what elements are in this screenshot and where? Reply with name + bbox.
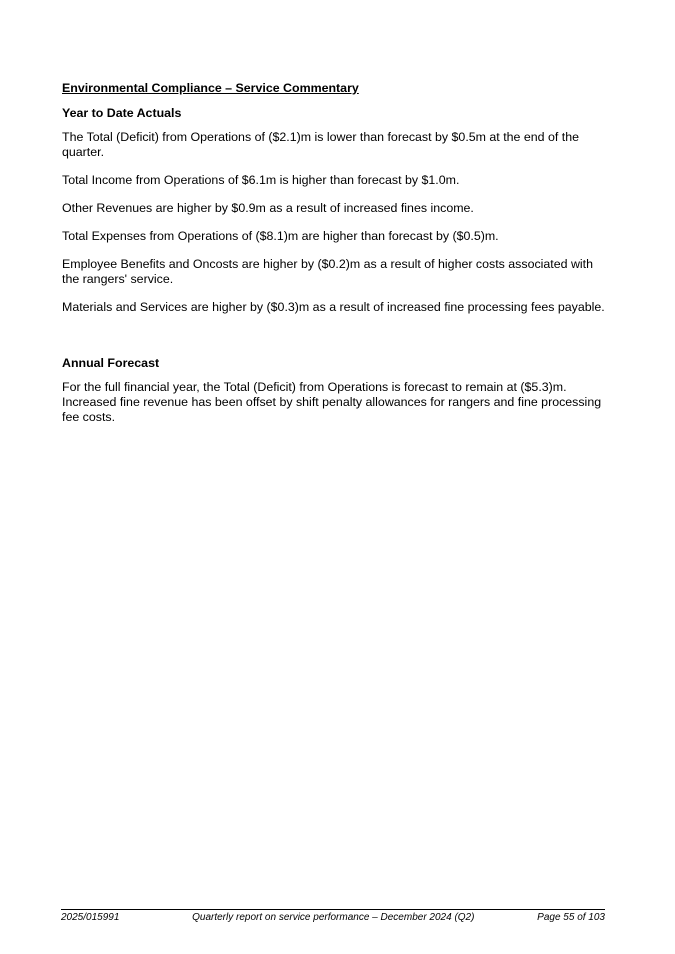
footer-doc-number: 2025/015991 xyxy=(61,912,120,923)
paragraph: For the full financial year, the Total (Deficit) from Operations is forecast to remain at ($5.3)m. Increased fine revenue has been offset by shift penalty allowances for rangers and fine processing fee costs. xyxy=(62,380,602,424)
paragraph: Materials and Services are higher by ($0.3)m as a result of increased fine processing fees payable. xyxy=(62,300,605,314)
document-title: Environmental Compliance – Service Commentary xyxy=(62,81,359,95)
paragraph: Total Income from Operations of $6.1m is higher than forecast by $1.0m. xyxy=(62,173,460,187)
section-heading-ytd: Year to Date Actuals xyxy=(62,106,182,120)
paragraph: The Total (Deficit) from Operations of ($2.1)m is lower than forecast by $0.5m at the end of the quarter. xyxy=(62,130,579,159)
footer-page-number: Page 55 of 103 xyxy=(537,912,605,923)
section-heading-annual-forecast: Annual Forecast xyxy=(62,356,160,370)
footer-report-title: Quarterly report on service performance – December 2024 (Q2) xyxy=(192,912,475,923)
paragraph: Other Revenues are higher by $0.9m as a result of increased fines income. xyxy=(62,201,474,215)
paragraph: Employee Benefits and Oncosts are higher by ($0.2)m as a result of higher costs associated with the rangers' service. xyxy=(62,257,594,286)
paragraph: Total Expenses from Operations of ($8.1)m are higher than forecast by ($0.5)m. xyxy=(62,229,499,243)
section-spacer xyxy=(62,328,607,356)
page-footer xyxy=(61,909,605,924)
page-content xyxy=(62,81,607,438)
